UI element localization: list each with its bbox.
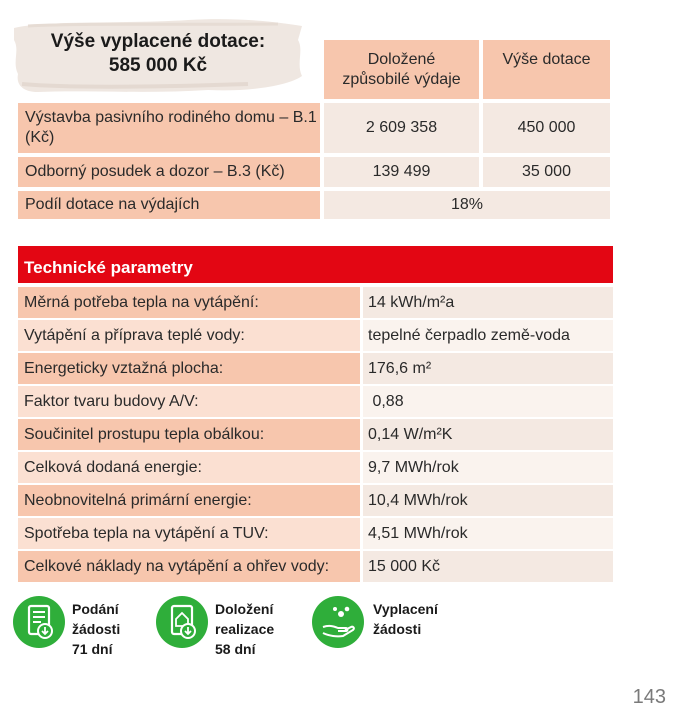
param-label: Neobnovitelná primární energie: <box>18 485 360 516</box>
document-house-icon <box>155 595 209 649</box>
param-label: Vytápění a příprava teplé vody: <box>18 320 360 351</box>
subsidy-summary <box>8 30 308 78</box>
param-label: Celková dodaná energie: <box>18 452 360 483</box>
step-application <box>12 595 142 655</box>
table-row <box>18 353 613 384</box>
header-expenses: Doložené způsobilé výdaje <box>324 40 479 99</box>
table-row <box>18 419 613 450</box>
row-construction-expenses: 2 609 358 <box>324 103 479 153</box>
table-row <box>18 320 613 351</box>
step-application-text: Podání žádosti 71 dní <box>72 601 121 657</box>
param-value: 15 000 Kč <box>363 551 613 582</box>
param-label: Energeticky vztažná plocha: <box>18 353 360 384</box>
row-share-label: Podíl dotace na výdajích <box>18 191 320 219</box>
row-construction-subsidy: 450 000 <box>483 103 610 153</box>
param-label: Faktor tvaru budovy A/V: <box>18 386 360 417</box>
table-row <box>18 452 613 483</box>
param-value: 0,88 <box>363 386 613 417</box>
step-realization-text: Doložení realizace 58 dní <box>215 601 275 657</box>
table-row <box>18 485 613 516</box>
param-label: Měrná potřeba tepla na vytápění: <box>18 287 360 318</box>
param-value: 9,7 MWh/rok <box>363 452 613 483</box>
param-label: Celkové náklady na vytápění a ohřev vody: <box>18 551 360 582</box>
step-payment <box>311 595 461 655</box>
row-supervision-subsidy: 35 000 <box>483 157 610 187</box>
row-supervision-expenses: 139 499 <box>324 157 479 187</box>
param-value: 176,6 m² <box>363 353 613 384</box>
param-value: 0,14 W/m²K <box>363 419 613 450</box>
technical-parameters-header: Technické parametry <box>18 246 613 283</box>
step-payment-text: Vyplacení žádosti <box>373 601 438 637</box>
hand-payment-icon <box>311 595 365 649</box>
param-label: Součinitel prostupu tepla obálkou: <box>18 419 360 450</box>
step-realization <box>155 595 295 655</box>
param-value: 14 kWh/m²a <box>363 287 613 318</box>
subsidy-summary-title: Výše vyplacené dotace: <box>50 31 266 52</box>
table-row <box>18 551 613 582</box>
document-application-icon <box>12 595 66 649</box>
header-subsidy: Výše dotace <box>483 40 610 99</box>
table-row <box>18 518 613 549</box>
subsidy-summary-amount: 585 000 Kč <box>108 55 208 76</box>
table-row <box>18 287 613 318</box>
param-value: 4,51 MWh/rok <box>363 518 613 549</box>
param-label: Spotřeba tepla na vytápění a TUV: <box>18 518 360 549</box>
page-number: 143 <box>632 686 666 708</box>
param-value: 10,4 MWh/rok <box>363 485 613 516</box>
row-share-value: 18% <box>324 191 610 219</box>
row-supervision-label: Odborný posudek a dozor – B.3 (Kč) <box>18 157 320 187</box>
table-row <box>18 386 613 417</box>
param-value: tepelné čerpadlo země-voda <box>363 320 613 351</box>
row-construction-label: Výstavba pasivního rodiného domu – B.1 (Kč) <box>18 103 320 153</box>
